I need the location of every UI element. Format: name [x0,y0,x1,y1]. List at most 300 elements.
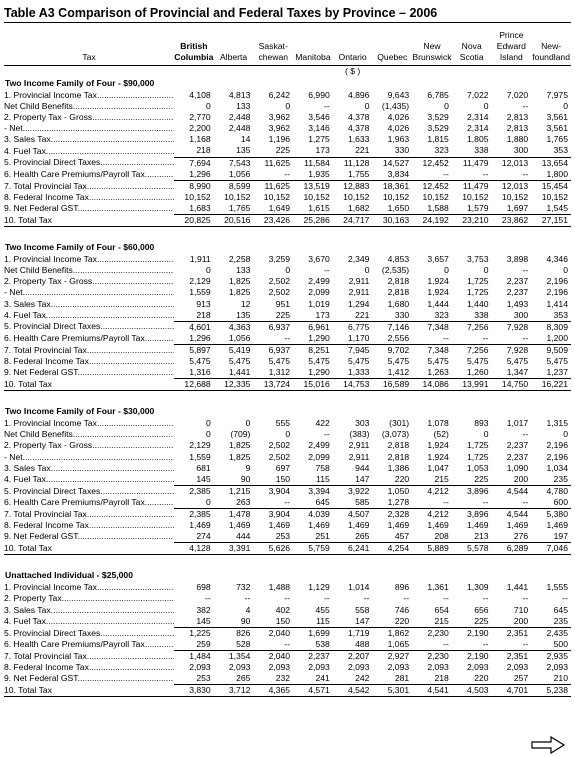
value-cell: 15,016 [293,379,333,391]
row-label: 1. Provincial Income Tax ..... [4,254,174,265]
value-cell: 1,361 [427,582,449,593]
value-cell: 1,765 [214,203,254,215]
value-cell: 215 [412,616,452,628]
table-row [4,605,571,616]
value-cell: 8,599 [228,180,251,191]
row-label-cell [4,321,174,333]
value-cell: 1,469 [308,520,330,531]
province-header-line: chewan [258,52,289,62]
value-cell: 225 [253,310,293,322]
value-cell: 4,212 [427,509,449,519]
table-row [4,276,571,287]
value-cell: 1,825 [228,287,251,298]
value-cell: -- [452,169,492,181]
value-cell: 0 [483,101,489,112]
value-cell: -- [492,639,532,651]
value-cell: 10,152 [343,191,370,202]
value-cell: 645 [293,497,333,509]
value-cell: 1,275 [308,134,330,145]
value-cell: 218 [412,673,452,685]
value-cell: 896 [394,582,410,593]
value-cell: 1,545 [531,203,571,215]
value-cell: -- [253,497,293,509]
row-label-cell [4,605,174,616]
value-cell: 3,546 [308,112,330,123]
value-cell: 1,488 [268,582,291,593]
value-cell: 9,509 [546,344,568,355]
value-cell: 257 [492,673,532,685]
value-cell: 6,241 [333,543,373,555]
table-row [4,169,571,181]
value-cell: 6,937 [268,321,291,332]
value-cell: 3,898 [506,254,529,265]
row-label-cell [4,509,174,521]
value-cell: 488 [333,639,373,651]
value-cell: 1,315 [546,418,568,429]
value-cell: 1,056 [214,333,254,345]
table-row [4,452,571,463]
value-cell: 1,078 [427,418,449,429]
table-row [4,497,571,509]
value-cell: 2,093 [347,662,370,673]
section-header-row [4,241,571,254]
value-cell: 2,093 [387,662,410,673]
value-cell: 242 [333,673,373,685]
value-cell: 0 [205,101,211,112]
value-cell: 457 [372,531,412,543]
table-row [4,310,571,322]
value-cell: 1,309 [467,582,489,593]
value-cell: 133 [236,101,251,112]
table-row [4,123,571,134]
table-title: Table A3 Comparison of Provincial and Federal Taxes by Province – 2006 [4,4,571,23]
value-cell: 2,093 [308,662,330,673]
value-cell: 2,196 [546,451,568,462]
value-cell: 338 [452,310,492,322]
value-cell: 3,753 [467,254,489,265]
value-cell: 2,237 [506,440,529,451]
value-cell: 4,544 [506,485,529,496]
value-cell: 232 [253,673,293,685]
row-label: 6. Health Care Premiums/Payroll Tax ..... [4,333,174,344]
value-cell: 0 [285,101,291,112]
table-row [4,112,571,123]
value-cell: 5,380 [546,509,568,519]
value-cell: 3,529 [427,112,449,123]
value-cell: 173 [293,145,333,157]
value-cell: 253 [174,673,214,685]
table-row [4,379,571,391]
row-label-cell [4,344,174,356]
row-label-cell [4,685,174,697]
province-header-line: Brunswick [412,52,452,62]
value-cell: 2,237 [506,451,529,462]
value-cell: 5,475 [347,355,370,366]
row-label: 4. Fuel Tax ..... [4,310,174,321]
value-cell: (2,535) [381,265,410,276]
value-cell: 1,469 [387,520,410,531]
value-cell: 274 [174,531,214,543]
table-row [4,134,571,145]
row-label-cell [4,310,174,322]
value-cell: -- [204,593,211,604]
value-cell: 0 [205,429,211,440]
table-row [4,662,571,673]
value-cell: 1,765 [546,134,568,145]
value-cell: 20,825 [174,215,214,227]
value-cell: 90 [214,616,254,628]
value-cell: 3,962 [268,112,291,123]
value-cell: 220 [372,474,412,486]
value-cell: 4,542 [333,685,373,697]
value-cell: 13,724 [253,379,293,391]
value-cell: 4,363 [228,321,251,332]
row-label-cell [4,485,174,497]
value-cell: (1,435) [381,101,410,112]
value-cell: 220 [452,673,492,685]
value-cell: 8,309 [546,321,568,332]
value-cell: 30,163 [372,215,412,227]
table-row [4,418,571,429]
value-cell: 2,040 [268,650,291,661]
province-header-line: British [180,41,208,51]
value-cell: 1,441 [506,582,529,593]
value-cell: 11,625 [264,180,291,191]
row-label: 7. Total Provincial Tax ..... [4,181,174,192]
value-cell: 12,013 [501,180,529,191]
value-cell: 6,785 [427,90,449,100]
value-cell: 23,426 [253,215,293,227]
tax-column-header: Tax [4,23,174,66]
value-cell: -- [324,101,330,112]
value-cell: 12 [240,298,251,309]
value-cell: 8,990 [189,180,211,191]
row-label-cell [4,157,174,169]
value-cell: 3,670 [308,254,330,265]
value-cell: 2,196 [546,287,568,298]
value-cell: 12,452 [422,157,449,168]
value-cell: 7,022 [467,90,489,100]
table-row [4,344,571,356]
province-header [492,23,532,66]
value-cell: 10,152 [303,191,330,202]
value-cell: 25,286 [293,215,333,227]
row-label: 10. Total Tax [4,684,52,695]
row-label-cell [4,474,174,486]
row-label-cell [4,440,174,451]
value-cell: 5,889 [412,543,452,555]
value-cell: 6,775 [347,321,370,332]
value-cell: 600 [531,497,571,509]
value-cell: 1,444 [427,298,449,309]
value-cell: 27,151 [531,215,571,227]
value-cell: 7,945 [347,344,370,355]
value-cell: 2,237 [506,287,529,298]
value-cell: 1,493 [506,298,529,309]
row-label-cell [4,90,174,101]
value-cell: 1,478 [228,509,251,519]
value-cell: 0 [444,265,449,276]
value-cell: 2,502 [268,440,291,451]
value-cell: 1,862 [387,627,410,638]
value-cell: 1,354 [228,650,251,661]
value-cell: 4,346 [546,254,568,265]
table-row [4,192,571,203]
value-cell: 235 [531,616,571,628]
value-cell: 263 [214,497,254,509]
value-cell: 5,238 [531,685,571,697]
value-cell: (52) [433,429,449,440]
value-cell: 221 [333,310,373,322]
value-cell: 555 [275,418,291,429]
value-cell: 1,263 [412,367,452,379]
row-label: 6. Health Care Premiums/Payroll Tax ..... [4,497,174,508]
value-cell: 3,561 [546,112,568,123]
row-label-cell [4,276,174,287]
province-header [214,23,254,66]
value-cell: -- [482,593,489,604]
value-cell: 3,391 [214,543,254,555]
value-cell: 4,601 [189,321,211,332]
table-row [4,582,571,593]
value-cell: 9,643 [387,90,410,100]
value-cell: 2,093 [189,662,211,673]
province-header-line: Ontario [338,52,367,62]
table-row [4,287,571,298]
value-cell: 2,093 [506,662,529,673]
row-label-cell [4,192,174,203]
value-cell: 16,221 [531,379,571,391]
value-cell: 303 [355,418,370,429]
value-cell: 1,260 [452,367,492,379]
value-cell: 300 [492,310,532,322]
row-label: Net Child Benefits ..... [4,101,174,112]
table-row [4,639,571,651]
value-cell: 2,556 [372,333,412,345]
value-cell: 235 [531,474,571,486]
value-cell: 11,625 [264,157,291,168]
table-row [4,531,571,543]
value-cell: 4,813 [228,90,251,100]
row-label-cell [4,650,174,662]
value-cell: 746 [394,604,410,615]
value-cell: 382 [196,604,211,615]
value-cell: 4,254 [372,543,412,555]
value-cell: 1,441 [214,367,254,379]
province-header [253,23,293,66]
value-cell: 2,385 [189,509,211,519]
value-cell: 1,725 [467,276,489,287]
value-cell: 215 [412,474,452,486]
value-cell: 2,351 [506,650,529,661]
value-cell: 10,152 [462,191,489,202]
value-cell: 7,046 [531,543,571,555]
value-cell: 1,412 [372,367,412,379]
value-cell: 1,290 [293,367,333,379]
units-row [4,66,571,78]
value-cell: 1,196 [268,134,291,145]
value-cell: 1,650 [372,203,412,215]
value-cell: 1,755 [333,169,373,181]
value-cell: 14,527 [382,157,410,168]
value-cell: 732 [236,582,251,593]
table-row [4,593,571,604]
table-row [4,474,571,486]
value-cell: 200 [492,474,532,486]
value-cell: -- [253,639,293,651]
column-header-row [4,23,571,66]
value-cell: 330 [372,310,412,322]
value-cell: 7,146 [387,321,410,332]
value-cell: 5,759 [293,543,333,555]
value-cell: 15,454 [541,180,568,191]
row-label: 5. Provincial Direct Taxes ..... [4,157,174,168]
table-row [4,321,571,333]
value-cell: 1,469 [427,520,449,531]
value-cell: 826 [236,627,251,638]
value-cell: 14,750 [492,379,532,391]
value-cell: 330 [372,145,412,157]
row-label-cell [4,254,174,265]
row-label: - Net ..... [4,452,174,463]
value-cell: 147 [333,474,373,486]
value-cell: 0 [444,101,449,112]
table-row [4,509,571,521]
value-cell: 1,697 [492,203,532,215]
value-cell: 11,479 [462,157,489,168]
value-cell: 585 [333,497,373,509]
section-header-row [4,77,571,90]
value-cell: 11,479 [462,180,489,191]
value-cell: 1,200 [531,333,571,345]
value-cell: 14,086 [412,379,452,391]
value-cell: 1,682 [333,203,373,215]
value-cell: 12,883 [343,180,370,191]
value-cell: 1,386 [387,462,410,473]
row-label: 3. Sales Tax ..... [4,134,174,145]
value-cell: 0 [285,265,291,276]
value-cell: 1,469 [546,520,568,531]
value-cell: 5,475 [387,355,410,366]
table-row [4,440,571,451]
province-header-line: Scotia [459,52,484,62]
table-row [4,367,571,379]
value-cell: 1,880 [506,134,529,145]
province-header [174,23,214,66]
value-cell: 4,896 [347,90,370,100]
value-cell: 12,013 [501,157,529,168]
value-cell: 2,328 [387,509,410,519]
value-cell: 1,129 [308,582,330,593]
value-cell: 1,225 [189,627,211,638]
value-cell: 1,316 [174,367,214,379]
value-cell: 2,770 [189,112,211,123]
value-cell: 6,961 [308,321,330,332]
next-page-arrow-icon[interactable] [531,736,565,754]
value-cell: 6,937 [268,344,291,355]
row-label-cell [4,616,174,628]
value-cell: 1,017 [506,418,529,429]
value-cell: 20,516 [214,215,254,227]
value-cell: 173 [293,310,333,322]
value-cell: 1,469 [506,520,529,531]
value-cell: 0 [364,101,370,112]
row-label: 3. Sales Tax ..... [4,605,174,616]
value-cell: (301) [389,418,410,429]
value-cell: 6,990 [308,90,330,100]
value-cell: 1,559 [189,287,211,298]
value-cell: (383) [349,429,370,440]
value-cell: 9,702 [387,344,410,355]
value-cell: 1,065 [372,639,412,651]
value-cell: 208 [412,531,452,543]
row-label: 1. Provincial Income Tax ..... [4,90,174,101]
row-label-cell [4,543,174,555]
row-label: 4. Fuel Tax ..... [4,616,174,627]
row-label-cell [4,169,174,181]
value-cell: -- [412,333,452,345]
value-cell: 218 [174,145,214,157]
value-cell: 2,129 [189,276,211,287]
value-cell: 2,911 [348,451,370,462]
value-cell: 2,230 [427,627,449,638]
value-cell: 3,657 [427,254,449,265]
table-row [4,463,571,474]
row-label-cell [4,639,174,651]
row-label: 7. Total Provincial Tax ..... [4,651,174,662]
value-cell: 1,699 [308,627,330,638]
province-header [293,23,333,66]
value-cell: 0 [483,429,489,440]
value-cell: 2,502 [268,276,291,287]
value-cell: 3,834 [372,169,412,181]
value-cell: 1,019 [308,298,330,309]
value-cell: 145 [174,474,214,486]
value-cell: 656 [474,604,489,615]
row-label: 8. Federal Income Tax ..... [4,356,174,367]
value-cell: 0 [205,418,211,429]
value-cell: (3,073) [381,429,410,440]
value-cell: 135 [214,145,254,157]
value-cell: 1,440 [467,298,489,309]
value-cell: 913 [196,298,211,309]
table-row [4,203,571,215]
table-row [4,650,571,662]
value-cell: 225 [452,474,492,486]
value-cell: -- [522,429,529,440]
value-cell: 5,475 [467,355,489,366]
value-cell: -- [403,593,410,604]
value-cell: 13,519 [303,180,330,191]
value-cell: 951 [275,298,291,309]
value-cell: 1,725 [467,287,489,298]
row-label-cell [4,333,174,345]
value-cell: 7,256 [467,321,489,332]
row-label: 9. Net Federal GST ..... [4,531,174,542]
value-cell: 944 [355,462,370,473]
value-cell: 150 [253,474,293,486]
value-cell: 7,694 [189,157,211,168]
value-cell: 1,296 [174,169,214,181]
value-cell: 681 [196,462,211,473]
value-cell: 1,800 [531,169,571,181]
table-row [4,101,571,112]
value-cell: 353 [531,145,571,157]
value-cell: 422 [315,418,330,429]
value-cell: 4,701 [492,685,532,697]
value-cell: 1,056 [214,169,254,181]
value-cell: 2,502 [268,287,291,298]
